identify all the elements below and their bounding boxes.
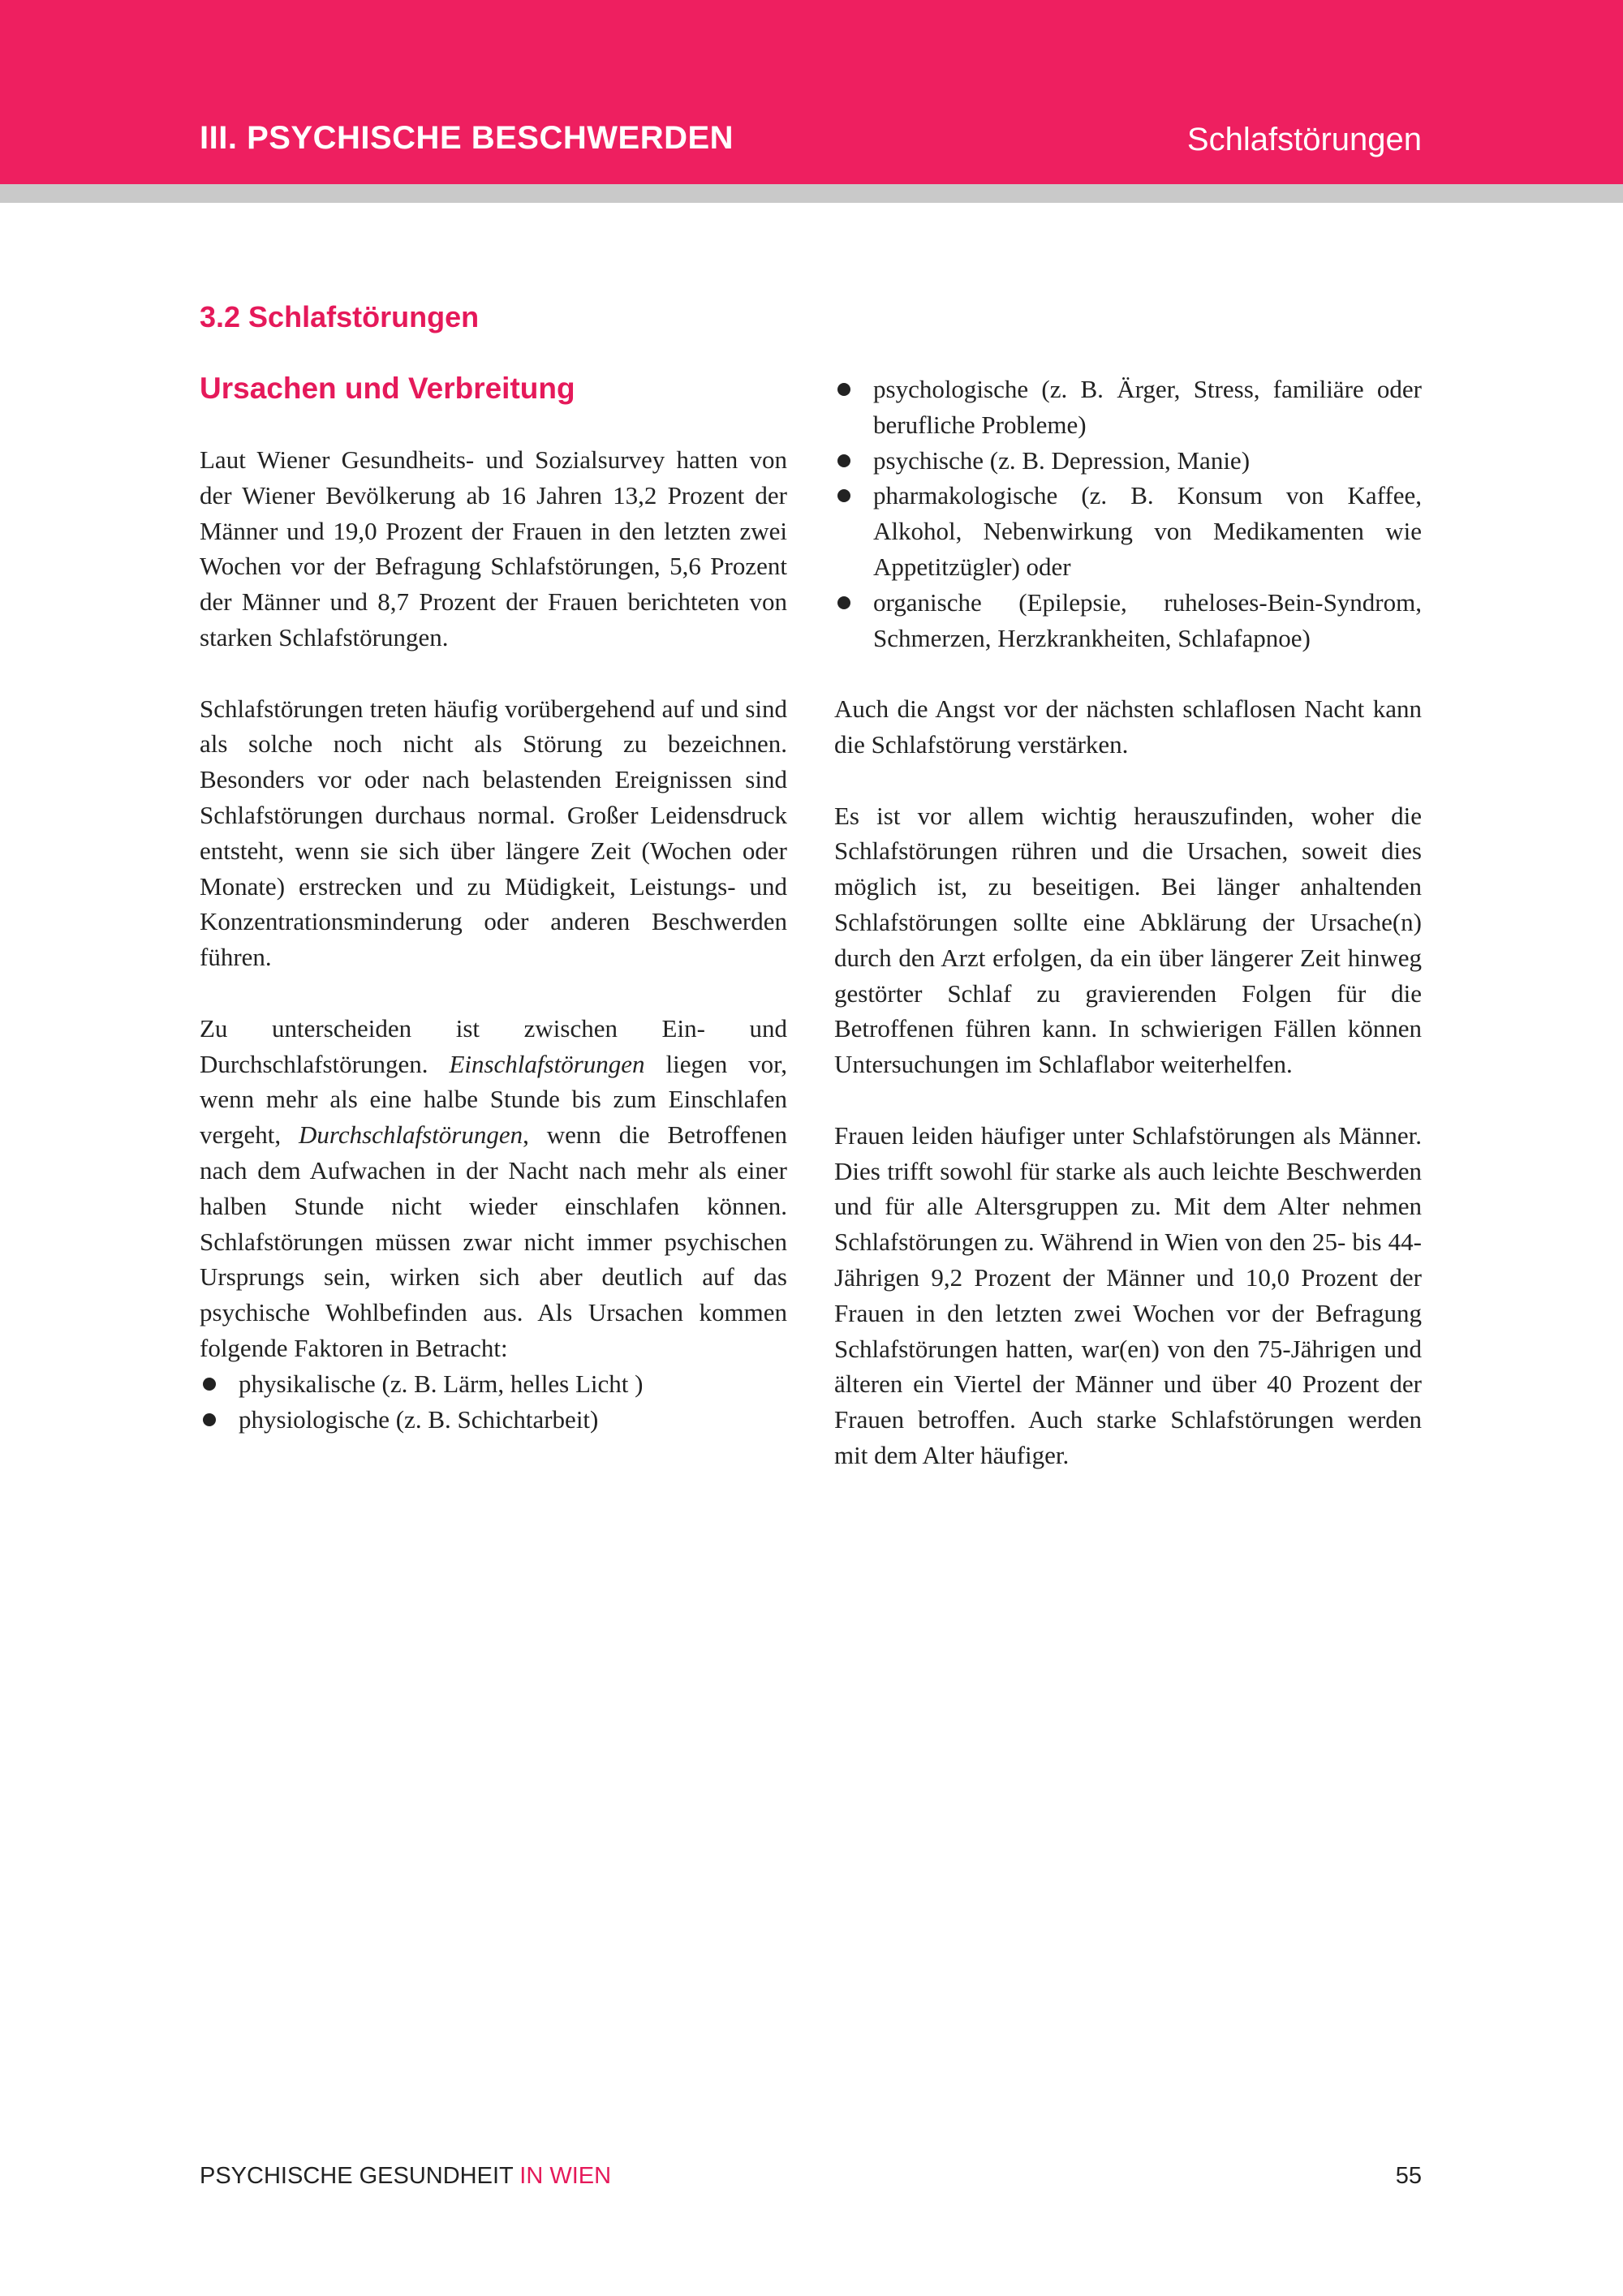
chapter-title: III. PSYCHISCHE BESCHWERDEN	[200, 120, 734, 156]
left-column	[200, 442, 787, 1437]
paragraph-temporary: Schlafstörungen treten häufig vorübergehend auf und sind als solche noch nicht als Störung zu bezeichnen. Besonders vor oder nach belastenden Ereignissen sind Schlafstörungen durchaus normal. Großer Leidensdruck entsteht, wenn sie sich über längere Zeit (Wochen oder Monate) erstrecken und zu Müdigkeit, Leistungs- und Konzentrationsminderung oder anderen Beschwerden führen.	[200, 694, 787, 972]
right-column	[834, 372, 1422, 1509]
header-divider	[0, 184, 1623, 203]
running-topic: Schlafstörungen	[1186, 122, 1422, 157]
paragraph-gender-age: Frauen leiden häufiger unter Schlafstörungen als Männer. Dies trifft sowohl für starke als auch leichte Beschwerden und für alle Altersgruppen zu. Mit dem Alter nehmen Schlafstörungen zu. Während in Wien von den 25- bis 44-Jährigen 9,2 Prozent der Männer und 10,0 Prozent der Frauen in den letzten zwei Wochen vor der Befragung Schlafstörungen hatten, war(en) von den 75-Jährigen und älteren ein Viertel der Männer und über 40 Prozent der Frauen betroffen. Auch starke Schlafstörungen werden mit dem Alter häufiger.	[834, 1120, 1422, 1469]
paragraph-prevalence: Laut Wiener Gesundheits- und Sozialsurvey hatten von der Wiener Bevölkerung ab 16 Jahren 13,2 Prozent der Männer und 19,0 Prozent der Frauen in den letzten zwei Wochen vor der Befragung Schlafstörungen, 5,6 Prozent der Männer und 8,7 Prozent der Frauen berichteten von starken Schlafstörungen.	[200, 445, 787, 651]
list-item: pharmakologische (z. B. Konsum von Kaffee, Alkohol, Nebenwirkung von Medikamenten wie Appetitzügler) oder	[834, 478, 1422, 584]
term-einschlafstoerungen: Einschlafstörungen	[449, 1049, 645, 1078]
distinction-text-end: , wenn die Betroffenen nach dem Aufwachen in der Nacht nach mehr als einer halben Stunde nicht wieder einschlafen können. Schlafstörungen müssen zwar nicht immer psychischen Ursprungs sein, wirken sich aber deutlich auf das psychische Wohlbefinden aus. Als Ursachen kommen folgende Faktoren in Betracht:	[200, 1120, 787, 1362]
distinction-text-start: Zu unterscheiden ist zwischen Ein- und Durchschlafstörungen.	[200, 1013, 787, 1078]
list-item: psychologische (z. B. Ärger, Stress, familiäre oder berufliche Probleme)	[834, 372, 1422, 443]
term-durchschlafstoerungen: Durchschlafstörungen	[299, 1120, 523, 1150]
list-item: organische (Epilepsie, ruheloses-Bein-Syndrom, Schmerzen, Herzkrankheiten, Schlafapnoe)	[834, 585, 1422, 656]
cause-list-right	[834, 372, 1422, 656]
cause-list-left	[200, 1366, 787, 1438]
page-number: 55	[1395, 2163, 1422, 2189]
paragraph-distinction	[200, 1011, 787, 1366]
subsection-title: Ursachen und Verbreitung	[200, 372, 575, 405]
page-header-band	[0, 0, 1623, 184]
footer-publication	[200, 2163, 611, 2190]
section-title: 3.2 Schlafstörungen	[200, 300, 480, 333]
distinction-text-middle: liegen vor, wenn mehr als eine halbe Stunde bis zum Einschlafen vergeht,	[200, 1049, 787, 1150]
footer-publication-accent: IN WIEN	[519, 2163, 612, 2189]
list-item: physiologische (z. B. Schichtarbeit)	[200, 1402, 787, 1438]
paragraph-causes: Es ist vor allem wichtig herauszufinden, woher die Schlafstörungen rühren und die Ursachen, soweit dies möglich ist, zu beseitigen. Bei länger anhaltenden Schlafstörungen sollte eine Abklärung der Ursache(n) durch den Arzt erfolgen, da ein über längerer Zeit hinweg gestörter Schlaf zu gravierenden Folgen für die Betroffenen führen kann. In schwierigen Fällen können Untersuchungen im Schlaflabor weiterhelfen.	[834, 801, 1422, 1079]
list-item: psychische (z. B. Depression, Manie)	[834, 443, 1422, 479]
list-item: physikalische (z. B. Lärm, helles Licht )	[200, 1366, 787, 1402]
footer-publication-text: PSYCHISCHE GESUNDHEIT	[200, 2163, 520, 2189]
paragraph-anxiety: Auch die Angst vor der nächsten schlaflosen Nacht kann die Schlafstörung verstärken.	[834, 694, 1422, 759]
